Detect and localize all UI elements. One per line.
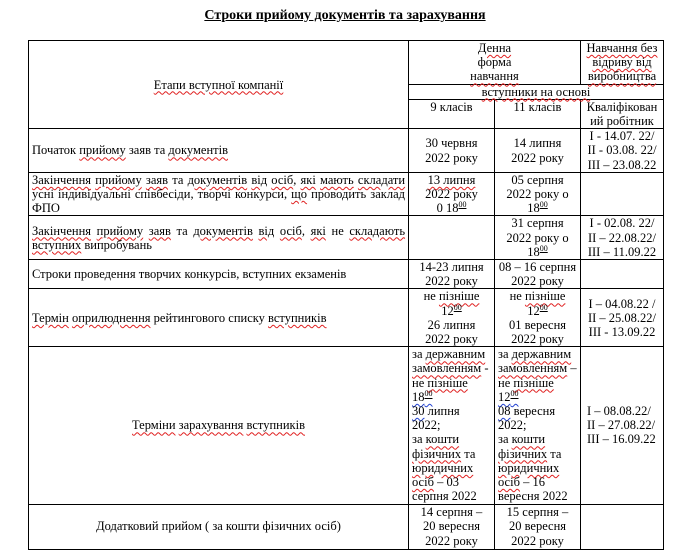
header-entrants-basis: вступники на основі (409, 84, 664, 99)
qualified-cell: I - 14.07. 22/ II - 03.08. 22/ III – 23.08.22 (581, 129, 664, 173)
stage-cell: Терміни зарахування вступників (29, 347, 409, 504)
header-row-1 (29, 41, 664, 85)
grade11-cell: не пізніше $12^{00}$ 01 вересня 2022 року (495, 289, 581, 347)
stage-cell: Початок прийому заяв та документів (29, 129, 409, 173)
grade11-cell: 31 серпня 2022 року о $18^{00}$ (495, 216, 581, 260)
grade11-cell: 15 серпня – 20 вересня 2022 року (495, 504, 581, 549)
table-row (29, 260, 664, 289)
qualified-cell: I – 04.08.22 / II – 25.08.22/ III - 13.09.22 (581, 289, 664, 347)
header-9-grades: 9 класів (409, 99, 495, 128)
grade11-cell: 08 – 16 серпня 2022 року (495, 260, 581, 289)
document-title: Строки прийому документів та зарахування (204, 8, 486, 23)
grade9-cell: 14 серпня – 20 вересня 2022 року (409, 504, 495, 549)
stage-cell: Закінчення прийому заяв та документів від осіб, які не складають вступних випробувань (29, 216, 409, 260)
grade11-cell: за державним замовленням – не пізніше $12^{00}$ 08 вересня 2022; за кошти фізичних та юридичних осіб – 16 вересня 2022 (495, 347, 581, 504)
qualified-cell (581, 260, 664, 289)
header-stages: Етапи вступної компанії (29, 41, 409, 129)
grade9-cell: 14-23 липня 2022 року (409, 260, 495, 289)
table-row (29, 129, 664, 173)
stage-cell: Додатковий прийом ( за кошти фізичних осіб) (29, 504, 409, 549)
grade11-cell: 14 липня 2022 року (495, 129, 581, 173)
header-no-break: Навчання без відриву від виробництва (581, 41, 664, 85)
stage-cell: Термін оприлюднення рейтингового списку вступників (29, 289, 409, 347)
grade11-cell: 05 серпня 2022 року о $18^{00}$ (495, 172, 581, 216)
table-row (29, 347, 664, 504)
grade9-cell: 13 липня 2022 року 0 $18^{00}$ (409, 172, 495, 216)
header-11-grades: 11 класів (495, 99, 581, 128)
grade9-cell: за державним замовленням - не пізніше $18^{00}$ 30 липня 2022; за кошти фізичних та юридичних осіб – 03 серпня 2022 (409, 347, 495, 504)
stage-cell: Строки проведення творчих конкурсів, вступних екзаменів (29, 260, 409, 289)
table-row (29, 504, 664, 549)
admission-schedule-table (28, 40, 664, 550)
qualified-cell (581, 172, 664, 216)
header-day-form: Денна форма навчання (409, 41, 581, 85)
qualified-cell: I – 08.08.22/ II – 27.08.22/ III – 16.09.22 (581, 347, 664, 504)
qualified-cell: I - 02.08. 22/ II – 22.08.22/ III – 11.09.22 (581, 216, 664, 260)
table-row (29, 289, 664, 347)
grade9-cell: не пізніше $12^{00}$ 26 липня 2022 року (409, 289, 495, 347)
table-row (29, 216, 664, 260)
header-qualified-worker: Кваліфікован ий робітник (581, 99, 664, 128)
grade9-cell (409, 216, 495, 260)
qualified-cell (581, 504, 664, 549)
stage-cell: Закінчення прийому заяв та документів від осіб, які мають складати усні індивідуальні співбесіди, творчі конкурси, що проводить заклад ФПО (29, 172, 409, 216)
table-row (29, 172, 664, 216)
grade9-cell: 30 червня 2022 року (409, 129, 495, 173)
